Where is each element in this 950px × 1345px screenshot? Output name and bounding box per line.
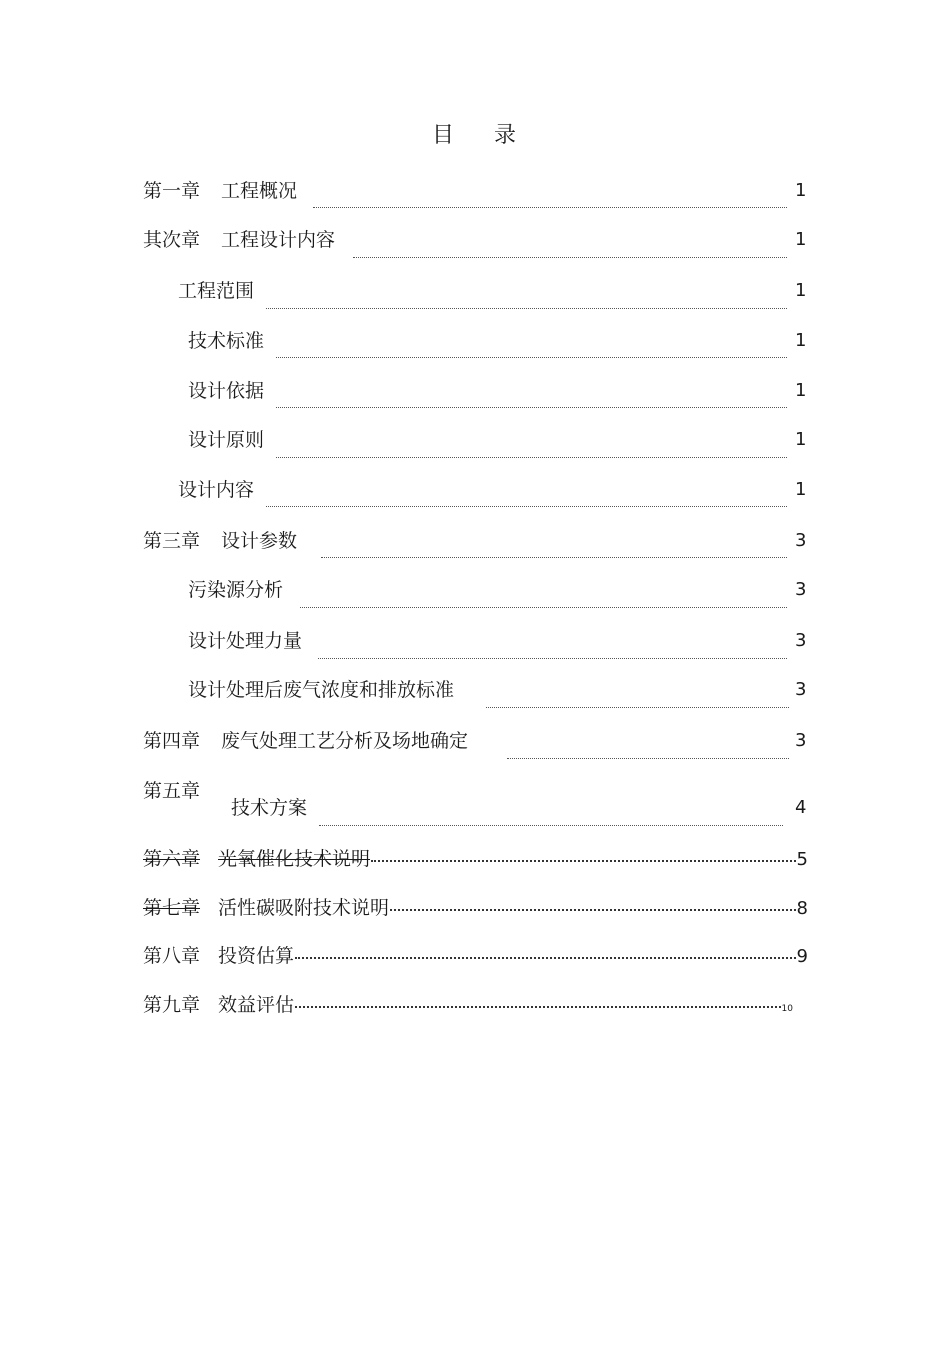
toc-leader (507, 758, 789, 759)
toc-entry[interactable] (178, 276, 813, 306)
toc-leader (300, 607, 787, 608)
toc-page: 3 (795, 530, 807, 551)
toc-entry[interactable] (188, 575, 813, 605)
toc-leader (295, 1006, 781, 1008)
toc-leader (295, 957, 796, 959)
toc-page: 3 (795, 630, 807, 651)
toc-leader (313, 207, 787, 208)
toc-entry[interactable] (143, 776, 813, 832)
toc-entry[interactable] (143, 893, 808, 923)
toc-entry[interactable] (143, 990, 793, 1020)
toc-page: 10 (781, 1004, 793, 1014)
toc-page: 3 (795, 579, 807, 600)
toc-title-part1: 目 (431, 123, 456, 148)
toc-page: 1 (795, 229, 807, 250)
toc-chapter: 第四章 (143, 730, 201, 752)
toc-leader (353, 257, 787, 258)
toc-page: 1 (795, 479, 807, 500)
toc-entry[interactable] (143, 225, 813, 255)
toc-page: 8 (796, 898, 808, 919)
toc-chapter: 第五章 (143, 780, 201, 802)
toc-topic: 设计处理力量 (188, 630, 303, 652)
toc-leader (486, 707, 789, 708)
toc-topic: 设计处理后废气浓度和排放标准 (188, 679, 455, 701)
toc-topic: 设计依据 (188, 380, 265, 402)
toc-page: 3 (795, 730, 807, 751)
toc-page: 9 (796, 946, 808, 967)
toc-leader (321, 557, 787, 558)
toc-page: 5 (796, 849, 808, 870)
toc-chapter: 第六章 (143, 848, 201, 870)
toc-leader (390, 909, 796, 911)
toc-topic: 设计参数 (221, 530, 298, 552)
toc-topic: 技术方案 (231, 797, 308, 819)
toc-entry[interactable] (188, 326, 813, 356)
toc-leader (266, 308, 787, 309)
toc-entry[interactable] (188, 675, 813, 705)
toc-leader (276, 357, 787, 358)
toc-page: 3 (795, 679, 807, 700)
toc-entry[interactable] (143, 526, 813, 556)
toc-topic: 投资估算 (218, 945, 295, 967)
toc-page: 1 (795, 330, 807, 351)
toc-topic: 设计原则 (188, 429, 265, 451)
toc-topic: 活性碳吸附技术说明 (218, 897, 390, 919)
toc-leader (318, 658, 787, 659)
toc-chapter: 其次章 (143, 229, 201, 251)
toc-chapter: 第一章 (143, 180, 201, 202)
toc-leader (371, 860, 796, 862)
toc-entry[interactable] (143, 941, 808, 971)
toc-topic: 工程范围 (178, 280, 255, 302)
toc-entry[interactable] (188, 425, 813, 455)
toc-page: 1 (795, 280, 807, 301)
toc-chapter: 第七章 (143, 897, 201, 919)
toc-leader (319, 825, 783, 826)
toc-leader (266, 506, 787, 507)
toc-entry[interactable] (188, 626, 813, 656)
toc-leader (276, 407, 787, 408)
toc-title (0, 118, 950, 149)
toc-leader (276, 457, 787, 458)
toc-topic: 设计内容 (178, 479, 255, 501)
toc-topic: 光氧催化技术说明 (218, 848, 371, 870)
toc-page: 1 (795, 429, 807, 450)
toc-entry[interactable] (143, 726, 813, 756)
toc-chapter: 第三章 (143, 530, 201, 552)
toc-title-part2: 录 (494, 123, 519, 148)
toc-topic: 废气处理工艺分析及场地确定 (221, 730, 469, 752)
toc-page: 1 (795, 180, 807, 201)
toc-topic: 工程设计内容 (221, 229, 336, 251)
toc-entry[interactable] (143, 844, 808, 874)
toc-page: 1 (795, 380, 807, 401)
toc-entry[interactable] (143, 176, 813, 206)
toc-topic: 效益评估 (218, 994, 295, 1016)
toc-topic: 技术标准 (188, 330, 265, 352)
toc-topic: 污染源分析 (188, 579, 284, 601)
toc-entry[interactable] (178, 475, 813, 505)
toc-entry[interactable] (188, 376, 813, 406)
toc-page: 4 (795, 797, 807, 818)
toc-chapter: 第九章 (143, 994, 201, 1016)
toc-topic: 工程概况 (221, 180, 298, 202)
toc-chapter: 第八章 (143, 945, 201, 967)
